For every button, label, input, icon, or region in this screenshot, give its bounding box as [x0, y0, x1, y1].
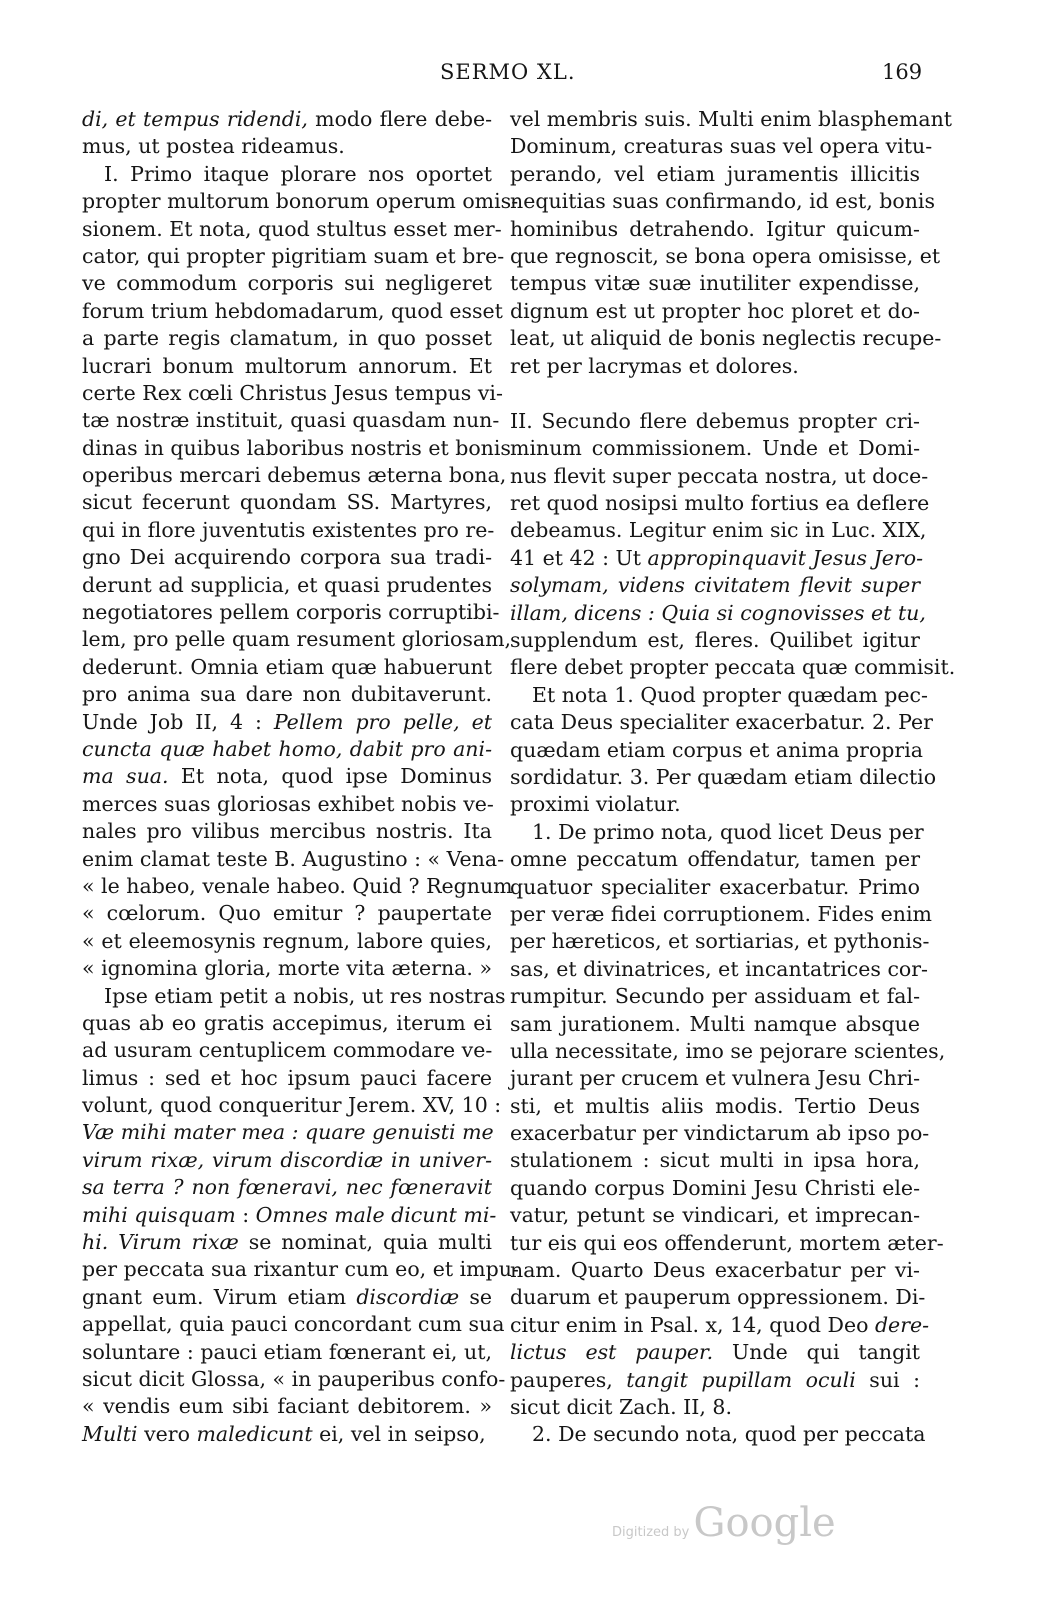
text-line: pauperes, tangit pupillam oculi sui :	[510, 1367, 920, 1392]
text-line: sicut dicit Zach. II, 8.	[510, 1394, 732, 1419]
text-line: sicut fecerunt quondam SS. Martyres,	[82, 490, 492, 515]
text-line: Unde Job II, 4 : Pellem pro pelle, et	[82, 709, 492, 734]
text-line: sionem. Et nota, quod stultus esset mer-	[82, 216, 502, 241]
text-line: exacerbatur per vindictarum ab ipso po-	[510, 1121, 930, 1146]
text-line: « vendis eum sibi faciant debitorem. »	[82, 1394, 492, 1419]
text-line: ve commodum corporis sui negligeret	[82, 271, 492, 296]
text-line: dignum est ut propter hoc ploret et do-	[510, 298, 920, 323]
text-line: virum rixæ, virum discordiæ in univer-	[82, 1147, 492, 1172]
text-line: quatuor specialiter exacerbatur. Primo	[510, 874, 920, 899]
text-line: Dominum, creaturas suas vel opera vitu-	[510, 134, 933, 159]
text-line: cuncta quæ habet homo, dabit pro ani-	[82, 736, 492, 761]
text-line: sas, et divinatrices, et incantatrices cor-	[510, 956, 928, 981]
text-line: gnant eum. Virum etiam discordiæ se	[82, 1284, 492, 1309]
text-line: di, et tempus ridendi, modo flere debe-	[82, 107, 493, 131]
text-line: sicut dicit Glossa, « in pauperibus confo-	[82, 1366, 506, 1391]
text-line: « cœlorum. Quo emitur ? paupertate	[82, 901, 492, 926]
text-line: tæ nostræ instituit, quasi quasdam nun-	[82, 408, 500, 433]
text-line: sti, et multis aliis modis. Tertio Deus	[510, 1093, 920, 1118]
text-line: sam jurationem. Multi namque absque	[510, 1011, 920, 1036]
text-line: dinas in quibus laboribus nostris et bonis	[82, 435, 511, 460]
text-line: operibus mercari debemus æterna bona,	[82, 463, 507, 488]
text-line: tempus vitæ suæ inutiliter expendisse,	[510, 271, 920, 296]
text-line: ret quod nosipsi multo fortius ea deflere	[510, 491, 930, 516]
text-line: vatur, petunt se vindicari, et imprecan-	[510, 1203, 920, 1228]
text-line: mihi quisquam : Omnes male dicunt mi-	[82, 1202, 497, 1227]
text-line: Multi vero maledicunt ei, vel in seipso,	[82, 1421, 486, 1446]
text-line: omne peccatum offendatur, tamen per	[510, 847, 920, 872]
text-line: stulationem : sicut multi in ipsa hora,	[510, 1148, 920, 1173]
text-line: flere debet propter peccata quæ commisit.	[510, 655, 956, 680]
text-line: volunt, quod conqueritur Jerem. XV, 10 :	[82, 1093, 502, 1118]
text-line: enim clamat teste B. Augustino : « Vena-	[82, 846, 504, 871]
text-line: lictus est pauper. Unde qui tangit	[510, 1340, 920, 1365]
text-line: jurant per crucem et vulnera Jesu Chri-	[510, 1066, 921, 1091]
text-line: quando corpus Domini Jesu Christi ele-	[510, 1175, 920, 1200]
text-line: minum commissionem. Unde et Domi-	[510, 436, 920, 461]
text-line: Ipse etiam petit a nobis, ut res nostras	[104, 983, 506, 1008]
text-line: per veræ fidei corruptionem. Fides enim	[510, 901, 932, 926]
text-line: merces suas gloriosas exhibet nobis ve-	[82, 791, 494, 816]
text-line: cata Deus specialiter exacerbatur. 2. Per	[510, 710, 933, 735]
text-line: I. Primo itaque plorare nos oportet	[104, 161, 492, 186]
text-line: qui in flore juventutis existentes pro re-	[82, 517, 495, 542]
running-head: SERMO XL.	[440, 60, 576, 84]
text-line: 2. De secundo nota, quod per peccata	[532, 1422, 926, 1447]
text-line: certe Rex cœli Christus Jesus tempus vi-	[82, 380, 503, 405]
text-line: nales pro vilibus mercibus nostris. Ita	[82, 819, 492, 844]
text-line: vel membris suis. Multi enim blasphemant	[510, 107, 953, 131]
text-line: gno Dei acquirendo corpora sua tradi-	[82, 545, 492, 570]
text-line: debeamus. Legitur enim sic in Luc. XIX,	[510, 518, 927, 543]
right-column	[510, 106, 956, 1449]
text-line: propter multorum bonorum operum omis-	[82, 189, 519, 214]
text-line: 1. De primo nota, quod licet Deus per	[532, 819, 924, 844]
text-line: ma sua. Et nota, quod ipse Dominus	[82, 764, 492, 789]
text-line: nam. Quarto Deus exacerbatur per vi-	[510, 1258, 920, 1283]
text-line: appellat, quia pauci concordant cum sua	[82, 1312, 505, 1337]
text-line: ad usuram centuplicem commodare ve-	[82, 1038, 493, 1063]
text-line: « et eleemosynis regnum, labore quies,	[82, 928, 492, 953]
text-line: pro anima sua dare non dubitaverunt.	[82, 682, 492, 707]
page-number: 169	[882, 60, 923, 84]
text-line: 41 et 42 : Ut appropinquavit Jesus Jero-	[510, 545, 924, 570]
text-line: quædam etiam corpus et anima propria	[510, 737, 923, 762]
text-line: sordidatur. 3. Per quædam etiam dilectio	[510, 764, 937, 789]
text-line: « le habeo, venale habeo. Quid ? Regnum	[82, 873, 513, 898]
text-line: quas ab eo gratis accepimus, iterum ei	[82, 1010, 492, 1035]
text-line: illam, dicens : Quia si cognovisses et tu,	[510, 600, 926, 625]
text-line: per hæreticos, et sortiarias, et pythonis-	[510, 929, 930, 954]
text-line: supplendum est, fleres. Quilibet igitur	[510, 628, 920, 653]
text-line: nequitias suas confirmando, id est, bonis	[510, 189, 935, 214]
paragraph-gap	[510, 380, 920, 408]
text-line: ret per lacrymas et dolores.	[510, 353, 799, 378]
text-line: forum trium hebdomadarum, quod esset	[82, 298, 503, 323]
text-line: citur enim in Psal. x, 14, quod Deo dere-	[510, 1312, 930, 1337]
text-line: nus flevit super peccata nostra, ut doce-	[510, 463, 929, 488]
text-line: « ignomina gloria, morte vita æterna. »	[82, 956, 492, 981]
text-line: rumpitur. Secundo per assiduam et fal-	[510, 984, 920, 1009]
text-line: perando, vel etiam juramentis illicitis	[510, 161, 920, 186]
text-line: mus, ut postea rideamus.	[82, 134, 345, 159]
text-line: Væ mihi mater mea : quare genuisti me	[82, 1120, 494, 1145]
text-line: que regnoscit, se bona opera omisisse, et	[510, 243, 941, 268]
text-line: hominibus detrahendo. Igitur quicum-	[510, 216, 920, 241]
text-line: soluntare : pauci etiam fœnerant ei, ut,	[82, 1339, 492, 1364]
text-line: cator, qui propter pigritiam suam et bre-	[82, 243, 505, 268]
text-line: dederunt. Omnia etiam quæ habuerunt	[82, 654, 492, 679]
text-line: per peccata sua rixantur cum eo, et impu-	[82, 1257, 519, 1282]
digitized-by-google-watermark: Digitized by Google	[612, 1500, 836, 1546]
left-column	[82, 106, 519, 1448]
text-line: leat, ut aliquid de bonis neglectis recupe-	[510, 326, 942, 351]
text-line: proximi violatur.	[510, 792, 681, 817]
text-line: a parte regis clamatum, in quo posset	[82, 326, 492, 351]
text-line: limus : sed et hoc ipsum pauci facere	[82, 1065, 492, 1090]
text-line: ulla necessitate, imo se pejorare scientes,	[510, 1038, 946, 1063]
text-line: tur eis qui eos offenderunt, mortem æter-	[510, 1230, 944, 1255]
text-line: II. Secundo flere debemus propter cri-	[510, 408, 920, 433]
text-line: hi. Virum rixæ se nominat, quia multi	[82, 1230, 492, 1255]
text-line: lucrari bonum multorum annorum. Et	[82, 353, 492, 378]
text-line: sa terra ? non fœneravi, nec fœneravit	[82, 1175, 492, 1200]
text-line: lem, pro pelle quam resument gloriosam,	[82, 627, 512, 652]
text-line: derunt ad supplicia, et quasi prudentes	[82, 572, 492, 597]
text-line: duarum et pauperum oppressionem. Di-	[510, 1285, 926, 1310]
text-line: Et nota 1. Quod propter quædam pec-	[532, 682, 928, 707]
text-line: negotiatores pellem corporis corruptibi-	[82, 600, 500, 625]
text-line: solymam, videns civitatem flevit super	[510, 573, 920, 598]
